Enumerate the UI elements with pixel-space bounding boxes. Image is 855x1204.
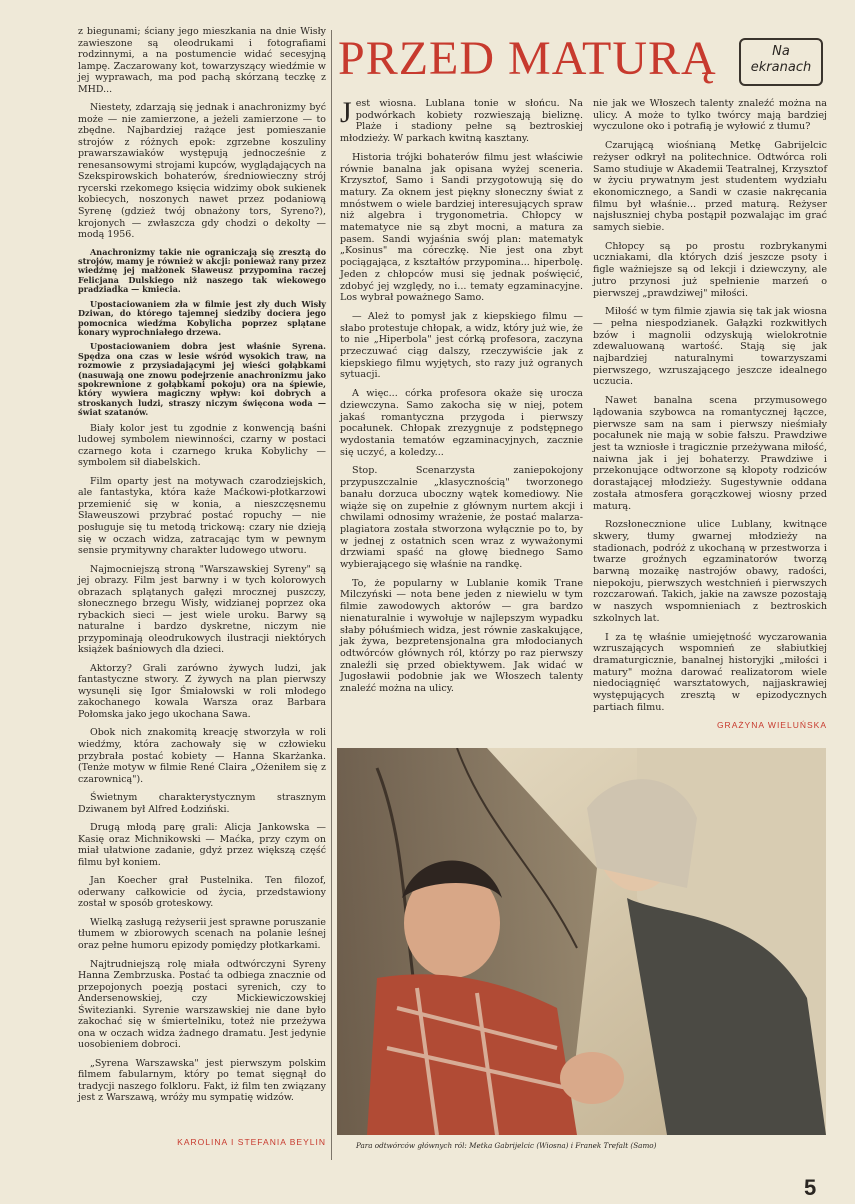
right-signature: GRAŻYNA WIELUŃSKA	[716, 720, 827, 731]
right-paragraph: Czarującą wiośnianą Metkę Gabrijelcic reżyser odkrył na politechnice. Odtwórca roli Samo studiuje w Akademii Teatralnej, Krzysztof w życiu prywatnym jest studentem wydziału ekonomicznego, a Sandi w czasie nakręcania filmu był właśnie... przed maturą. Reżyser najsłuszniej chyba postąpił pozwalając im grać samych siebie.	[593, 140, 827, 234]
right-paragraph: I za tę właśnie umiejętność wyczarowania wzruszających wspomnień ze słabiutkiej dramaturgicznie, banalnej historyjki „miłości i matury" można darować realizatorom wiele niedociągnięć warsztatowych, najjaskrawiej występujących zresztą w epizodycznych partiach filmu.	[593, 631, 827, 713]
right-column	[593, 98, 827, 738]
article-title: PRZED MATURĄ	[338, 32, 717, 85]
right-paragraph: Rozsłonecznione ulice Lublany, kwitnące skwery, tłumy gwarnej młodzieży na stadionach, podróż z ukochaną w przestworza i twarze groźnych egzaminatorów tworzą barwną mozaikę nastrojów obawy, radości, niepokoju, pierwszych westchnień i pierwszych rozczarowań. Takich, jakie na zawsze pozostają w naszych wspomnieniach z beztroskich szkolnych lat.	[593, 519, 827, 624]
film-still-illustration	[337, 748, 826, 1135]
column-divider	[331, 30, 332, 1160]
left-paragraph: Upostaciowaniem dobra jest właśnie Syrena. Spędza ona czas w lesie wśród wysokich traw, na rozmowie z przysiadającymi jej wieści gołąbkami (nasuwają one znowu podejrzenie anachronizmu jako spokrewnione z gołąbkami pokoju) ora na śpiewie, który wywiera magiczny wpływ: koi dobrych a stroskanych ludzi, straszy niczym święcona woda — świat szatanów.	[78, 341, 326, 418]
photo-caption: Para odtwórców głównych ról: Metka Gabrijelcic (Wiosna) i Franek Trefalt (Samo)	[356, 1141, 657, 1150]
middle-paragraph: Stop. Scenarzysta zaniepokojony przypuszczalnie „klasycznością" tworzonego banału dorzuca uboczny wątek komediowy. Nie wiąże się on zupełnie z głównym nurtem akcji i chwilami odnosimy wrażenie, że postać malarza-plagiatora została stworzona wyłącznie po to, by w jednej z ostatnich scen wraz z wyważonymi drzwiami spaść na głowę biednego Samo wybierającego się właśnie na randkę.	[340, 465, 583, 571]
middle-paragraph: — Ależ to pomysł jak z kiepskiego filmu — słabo protestuje chłopak, a widz, który już wie, że to nie „Hiperbola" jest córką profesora, zaczyna przeczuwać ciąg dalszy, rzeczywiście jak z kiepskiego filmu wyjętych, sto razy już ogranych sytuacji.	[340, 310, 583, 381]
page-number: 5	[804, 1175, 817, 1200]
left-paragraph: Niestety, zdarzają się jednak i anachronizmy być może — nie zamierzone, a jeżeli zamierzone — to zbędne. Najbardziej rażące jest pomieszanie strojów z różnych epok: zgrzebne koszuliny prawarszawiaków występują jednocześnie z renesansowymi strojami kupców, wyglądających na Szekspirowskich bohaterów, średniowieczny strój rycerski rzekomego księcia widzimy obok sukienek kobiecych, noszonych nawet przez podaniową Syrenę (gdzież twój obnażony tors, Syreno?), krojonych — zwłaszcza gdy chodzi o dekolty — modą 1956.	[78, 102, 326, 241]
middle-paragraph: Historia trójki bohaterów filmu jest właściwie równie banalna jak opisana wyżej sceneria. Krzysztof, Samo i Sandi przygotowują się do matury. Za oknem jest piękny słoneczny świat z mnóstwem o wiele bardziej interesujących spraw niż algebra i trygonometria. Chłopcy w matematyce nie są zbyt mocni, a matura za pasem. Sandi wyjaśnia swój plan: matematyk „Kosinus" ma córeczkę. Nie jest ona zbyt pociągająca, z kształtów przypomina... hiperbolę. Jeden z chłopców musi się jednak poświęcić, zdobyć jej względy, no i... tematy egzaminacyjne. Los wybrał poważnego Samo.	[340, 151, 583, 304]
left-paragraph: Upostaciowaniem zła w filmie jest zły duch Wisły Dziwan, do którego tajemnej siedziby dociera jego pomocnica wiedźma Kobylicha poprzez splątane konary wyprochniałego drzewa.	[78, 298, 326, 337]
left-paragraph: Biały kolor jest tu zgodnie z konwencją baśni ludowej symbolem niewinności, czarny w postaci czarnego kota i czarnego kruka Kobylichy — symbolem sił diabelskich.	[78, 422, 326, 469]
section-tag	[739, 38, 823, 86]
left-signature: KAROLINA I STEFANIA BEYLIN	[177, 1137, 326, 1147]
left-paragraph: z biegunami; ściany jego mieszkania na dnie Wisły zawieszone są oleodrukami i fotografiami rodzinnymi, a na postumencie widać secesyjną lampę. Zaczarowany kot, towarzyszący wiedźmie w jej wyprawach, ma pod pachą skórzaną teczkę z MHD...	[78, 26, 326, 95]
section-tag-line1: Na	[772, 44, 790, 59]
left-paragraph: Wielką zasługą reżyserii jest sprawne poruszanie tłumem w zbiorowych scenach na polanie leśnej oraz pełne humoru epizody pomiędzy płotkarkami.	[78, 916, 326, 951]
middle-paragraph-text: est wiosna. Lublana tonie w słońcu. Na podwórkach kobiety rozwieszają bieliznę. Plaże i stadiony pełne są beztroskiej młodzieży. W parkach kwitną kasztany.	[340, 98, 583, 145]
drop-cap: J	[340, 96, 352, 129]
middle-paragraph	[340, 98, 583, 145]
right-paragraph: nie jak we Włoszech talenty znaleźć można na ulicy. A może to tylko twórcy mają bardziej wyczulone oko i potrafią je wyłowić z tłumu?	[593, 98, 827, 133]
left-paragraph: Anachronizmy takie nie ograniczają się zresztą do strojów, mamy je również w akcji: ponieważ rany przez wiedźmę jej małżonek Sławeusz przypomina raczej Felicjana Dulskiego niż naszego tak wiekowego pradziadka — kmiecia.	[78, 246, 326, 295]
right-paragraph: Nawet banalna scena przymusowego lądowania szybowca na romantycznej łączce, pierwsze sam na sam i pierwszy nieśmiały pocałunek nie mają w sobie fałszu. Prawdziwe jest ta wzniosłe i tragicznie przeżywana miłość, naiwna jak i jej bohaterzy. Prawdziwe i przekonujące odtworzone są kłopoty rodziców dorastającej młodzieży. Sugestywnie oddana została atmosfera gorączkowej wiosny przed maturą.	[593, 395, 827, 512]
right-paragraph: Miłość w tym filmie zjawia się tak jak wiosna — pełna niespodzianek. Gałązki rozkwitłych bzów i magnolii odzyskują wielokrotnie zdewaluowaną wartość. Stają się jak najbardziej naturalnymi towarzyszami pierwszego, wzruszającego jeszcze idealnego uczucia.	[593, 306, 827, 388]
film-still-photo	[337, 748, 826, 1135]
left-paragraph: Film oparty jest na motywach czarodziejskich, ale fantastyka, która każe Maćkowi-płotkarzowi przemienić się w konia, a nieszczęsnemu Sławeuszowi przybrać postać ropuchy — nie posługuje się tu metodą trickową: czary nie dzieją się w oczach widza, zatracając tym w pewnym sensie prymitywny charakter ludowego utworu.	[78, 475, 326, 557]
middle-column	[340, 98, 583, 702]
middle-paragraph: To, że popularny w Lublanie komik Trane Milczyński — nota bene jeden z niewielu w tym filmie zawodowych aktorów — gra bardzo nienaturalnie i wywołuje w najlepszym wypadku słaby półuśmiech widza, jest równie zaskakujące, jak żywa, bezpretensjonalna gra młodocianych odtwórców głównych ról, którzy po raz pierwszy znaleźli się przed obiektywem. Jak widać w Jugosławii podobnie jak we Włoszech talenty znaleźć można na ulicy.	[340, 577, 583, 695]
left-paragraph: „Syrena Warszawska" jest pierwszym polskim filmem fabularnym, który po temat sięgnął do tradycji naszego folkloru. Fakt, iż film ten związany jest z Warszawą, wróży mu sympatię widzów.	[78, 1057, 326, 1104]
left-paragraph: Drugą młodą parę grali: Alicja Jankowska — Kasię oraz Michnikowski — Maćka, przy czym on miał ułatwione zadanie, gdyż przez większą część filmu był koniem.	[78, 822, 326, 868]
left-paragraph: Obok nich znakomitą kreację stworzyła w roli wiedźmy, która zachowały się w człowieku przybrała postać kobiety — Hanna Skarżanka. (Tenże motyw w filmie René Claira „Ożeniłem się z czarownicą").	[78, 727, 326, 785]
left-paragraph: Jan Koecher grał Pustelnika. Ten filozof, oderwany całkowicie od życia, przedstawiony został w sposób groteskowy.	[78, 875, 326, 910]
middle-paragraph: A więc... córka profesora okaże się urocza dziewczyna. Samo zakocha się w niej, potem jakaś romantyczna przygoda i pierwszy pocałunek. Chłopak zrezygnuje z podstępnego wydostania tematów egzaminacyjnych, zacznie się uczyć, a koledzy...	[340, 388, 583, 458]
left-paragraph: Świetnym charakterystycznym strasznym Dziwanem był Alfred Łodziński.	[78, 792, 326, 815]
left-paragraph: Najmocniejszą stroną "Warszawskiej Syreny" są jej obrazy. Film jest barwny i w tych kolorowych obrazach splątanych gałęzi mrocznej puszczy, słonecznego brzegu Wisły, widzianej poprzez oka rybackich sieci — jest wiele uroku. Barwy są naturalne i bardzo dyskretne, niczym nie przypominają oleodrukowych ilustracji niektórych książek baśniowych dla dzieci.	[78, 563, 326, 656]
right-paragraph: Chłopcy są po prostu rozbrykanymi uczniakami, dla których dziś jeszcze psoty i figle ważniejsze są od lekcji i dziewczyny, ale jutro przynosi już spełnienie marzeń o pierwszej „prawdziwej" miłości.	[593, 240, 827, 299]
section-tag-line2: ekranach	[750, 60, 812, 75]
left-column	[78, 26, 326, 1111]
left-paragraph: Aktorzy? Grali zarówno żywych ludzi, jak fantastyczne stwory. Z żywych na plan pierwszy wysunęli się Igor Śmiałowski w roli młodego zakochanego kowala Warsza oraz Barbara Połomska jako jego ukochana Sawa.	[78, 662, 326, 720]
left-paragraph: Najtrudniejszą rolę miała odtwórczyni Syreny Hanna Zembrzuska. Postać ta odbiega znacznie od przepojonych poezją postaci syrenich, czy to Andersenowskiej, czy Mickiewiczowskiej Świteziankі. Syrenie warszawskiej nie dane było zakochać się w śmiertelniku, toteż nie przeżywa ona w oczach widza żadnego dramatu. Jest jedynie uosobieniem dobroci.	[78, 958, 326, 1051]
